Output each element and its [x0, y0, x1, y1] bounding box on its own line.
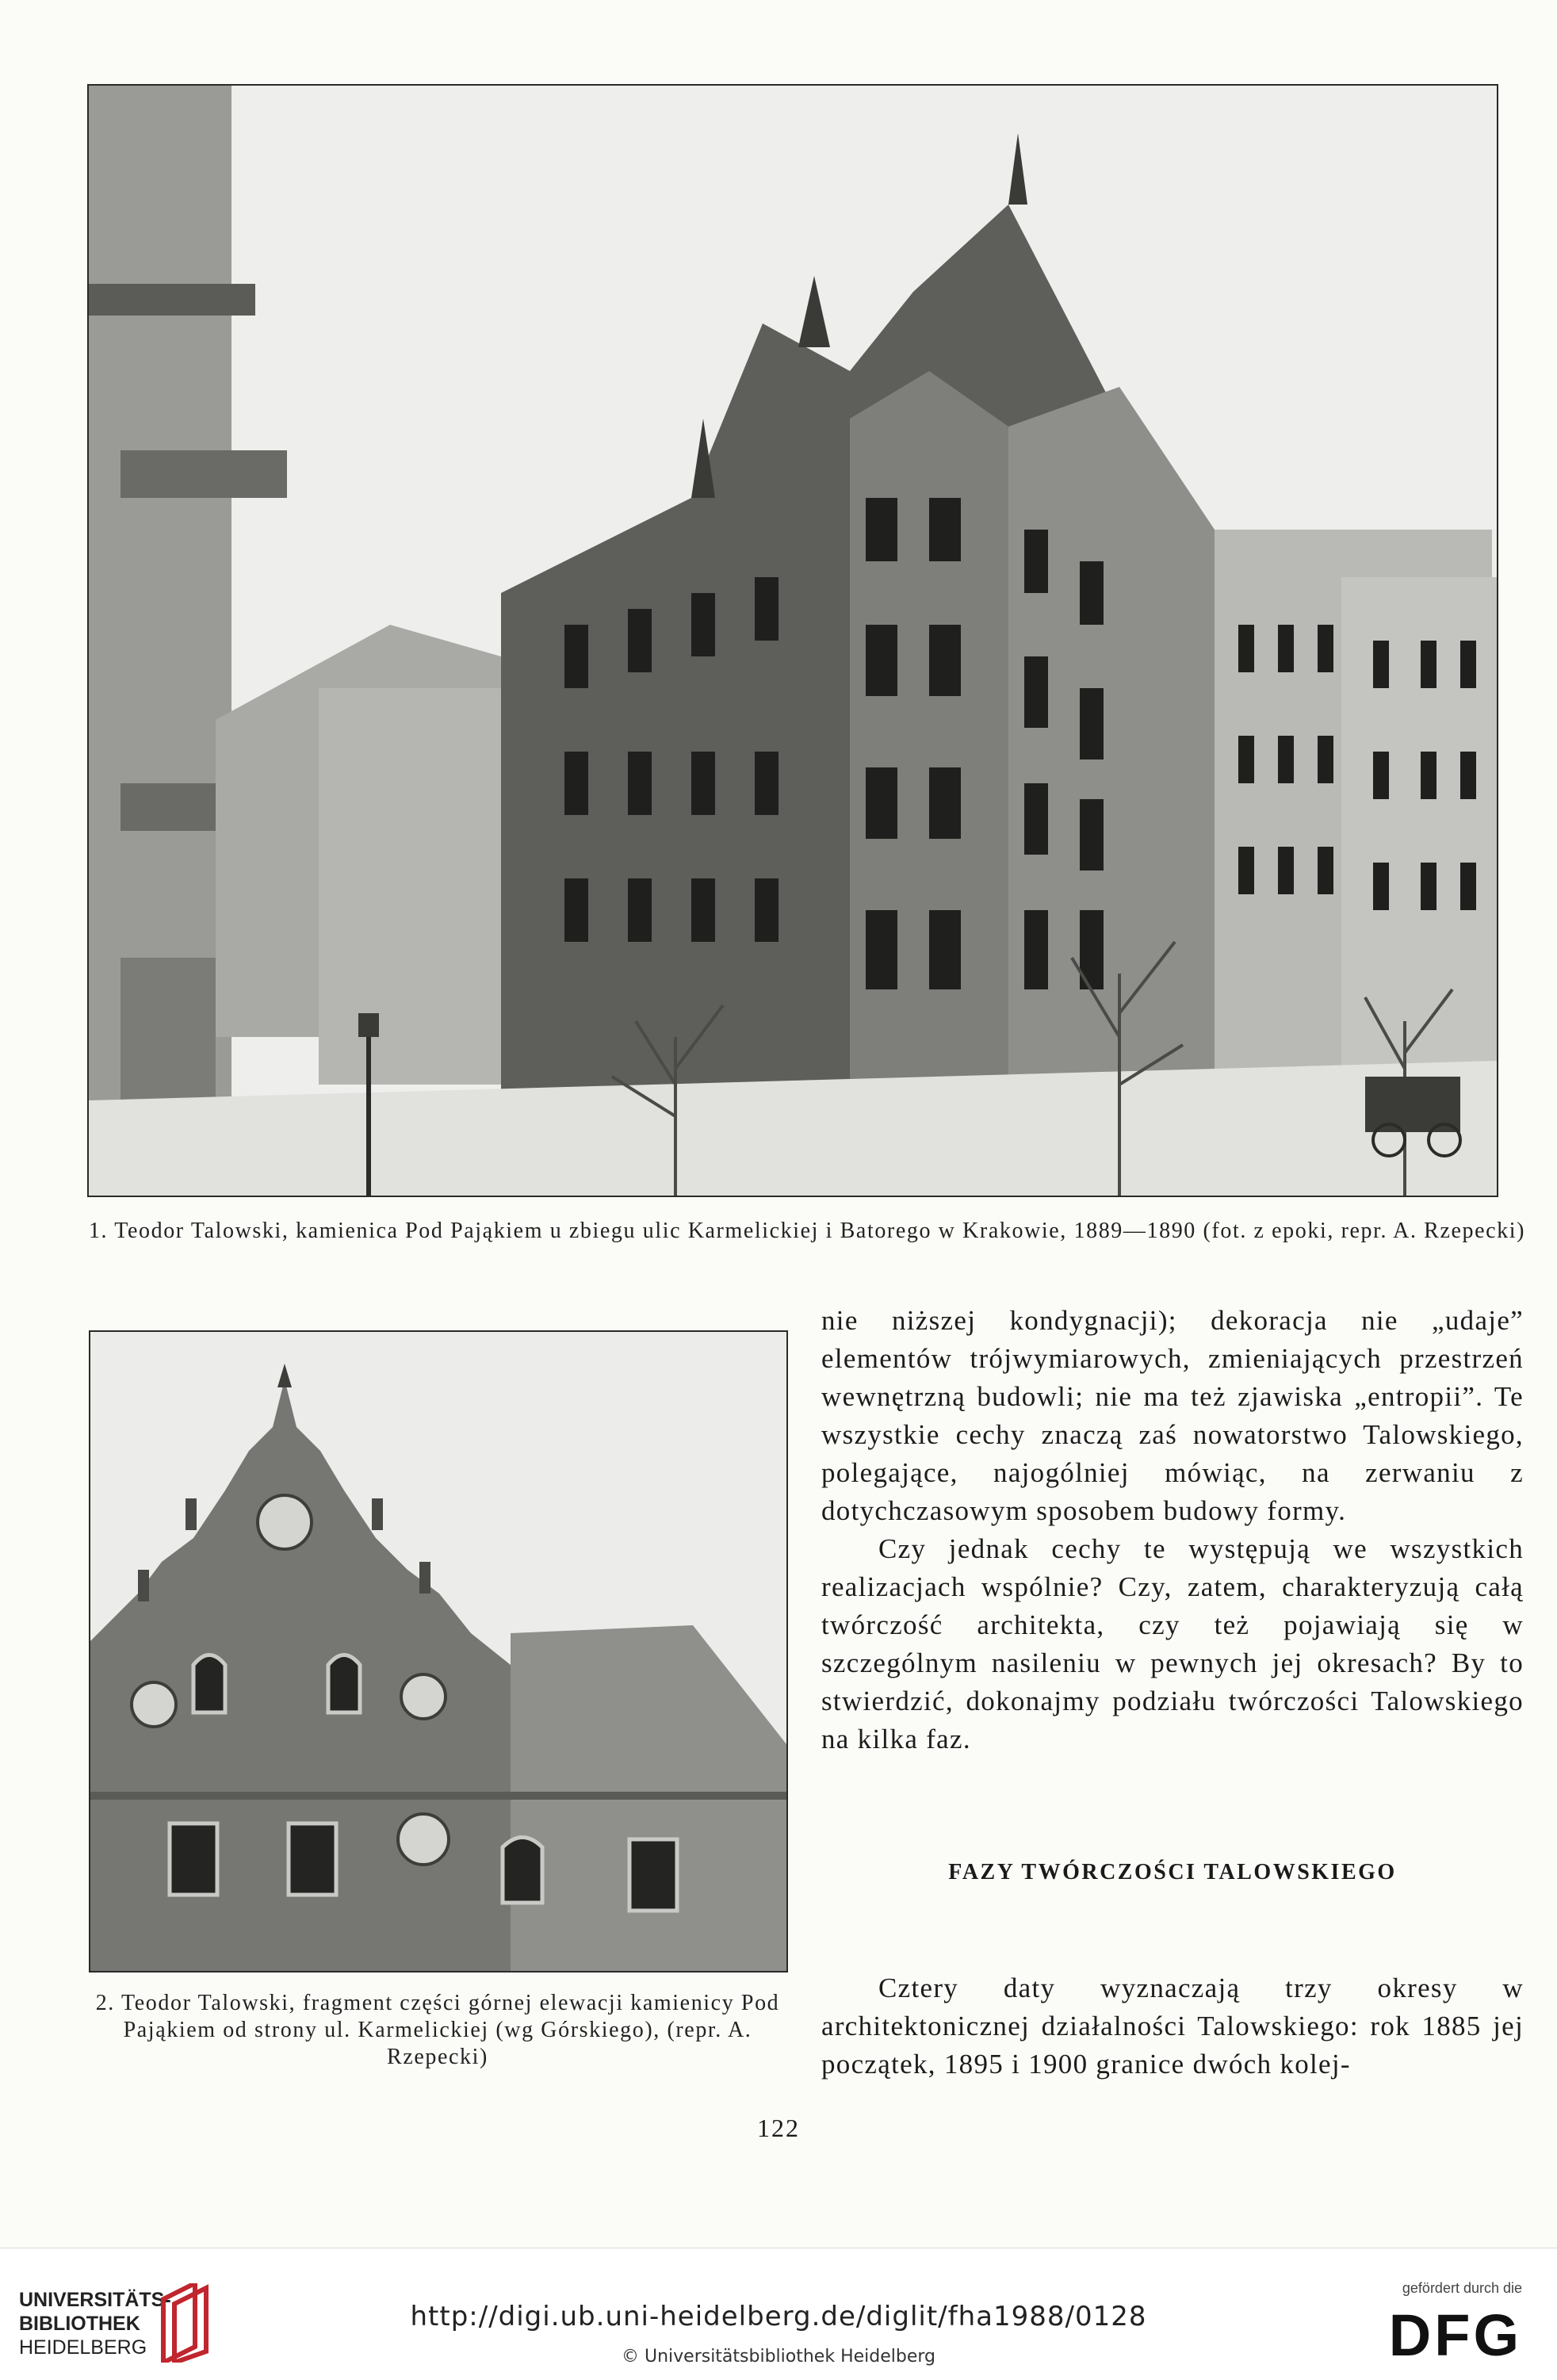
funding-note: gefördert durch die [1402, 2280, 1522, 2296]
library-name-line-3: HEIDELBERG [19, 2336, 147, 2359]
body-column-top [821, 1302, 1524, 1758]
section-heading: FAZY TWÓRCZOŚCI TALOWSKIEGO [948, 1860, 1397, 1884]
library-name-line-1: UNIVERSITÄTS- [19, 2289, 171, 2311]
copyright-notice: © Universitätsbibliothek Heidelberg [621, 2347, 935, 2367]
figure-1-caption: 1. Teodor Talowski, kamienica Pod Pająkiem u zbiegu ulic Karmelickiej i Batorego w Krakowie, 1889—1890 (fot. z epoki, repr. A. Rzepecki) [88, 1219, 1526, 1243]
figure-1-photo [87, 84, 1498, 1197]
paragraph-3: Cztery daty wyznaczają trzy okresy w architektonicznej działalności Talowskiego: rok 1885 jej początek, 1895 i 1900 granice dwóch kolej- [821, 1972, 1524, 2080]
digitization-footer [0, 2248, 1557, 2380]
figure-2-illustration [90, 1332, 786, 1971]
dfg-logo: DFG [1388, 2302, 1522, 2368]
paragraph-1: nie niższej kondygnacji); dekoracja nie „udaje” elementów trójwymiarowych, zmieniających przestrzeń wewnętrzną budowli; nie ma też zjawiska „entropii”. Te wszystkie cechy znaczą zaś nowatorstwo Talowskiego, polegające, najogólniej mówiąc, na zerwaniu z dotychczasowym sposobem budowy formy. [821, 1305, 1524, 1526]
library-name-line-2: BIBLIOTHEK [19, 2313, 140, 2335]
figure-2-caption: 2. Teodor Talowski, fragment części górnej elewacji kamienicy Pod Pająkiem od strony ul. Karmelickiej (wg Górskiego), (repr. A. Rzepecki) [95, 1991, 780, 2069]
page-number: 122 [757, 2114, 800, 2142]
paragraph-2: Czy jednak cechy te występują we wszystkich realizacjach wspólnie? Czy, zatem, charakteryzują całą twórczość architekta, czy też pojawiają się w szczególnym nasileniu w pewnych jej okresach? By to stwierdzić, dokonajmy podziału twórczości Talowskiego na kilka faz. [821, 1533, 1524, 1754]
figure-2-photo [89, 1330, 788, 1972]
permalink[interactable]: http://digi.ub.uni-heidelberg.de/diglit/fha1988/0128 [410, 2301, 1147, 2332]
figure-1-illustration [89, 86, 1497, 1196]
body-column-bottom [821, 1969, 1524, 2083]
